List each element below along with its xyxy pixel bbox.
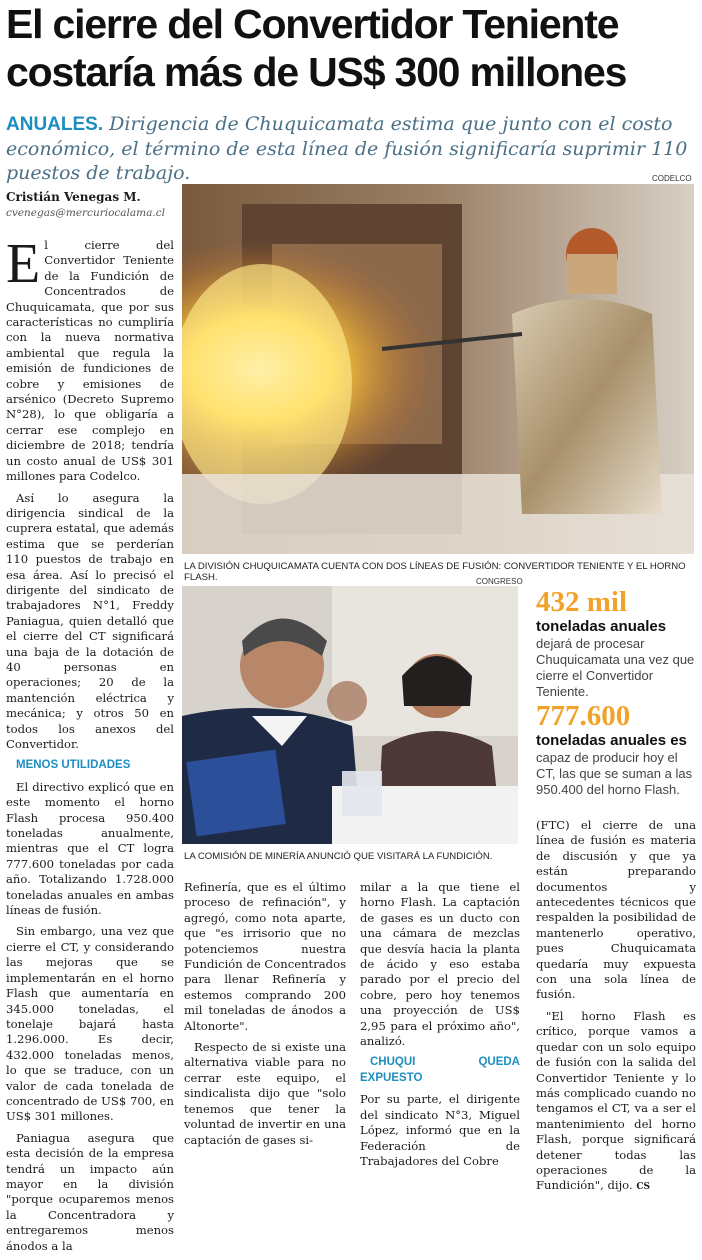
paragraph-text: "El horno Flash es crítico, porque vamos a quedar con un solo equipo de fusión con la salida del Convertidor Teniente y lo más complicado cuando no tengamos el CT, va a ser el mantenimiento del horno Flash, porque significará detener todas las operaciones de la Fundición", dijo.	[536, 1008, 696, 1193]
subhead	[6, 112, 696, 185]
headline: El cierre del Convertidor Teniente costaría más de US$ 300 millones	[6, 1, 627, 95]
subhead-kicker: ANUALES.	[6, 114, 104, 135]
stat-box	[536, 586, 696, 700]
paragraph	[536, 1009, 696, 1196]
photo-caption: LA DIVISIÓN CHUQUICAMATA CUENTA CON DOS LÍNEAS DE FUSIÓN: CONVERTIDOR TENIENTE Y EL HORNO FLASH.	[184, 561, 686, 583]
stat-label: toneladas anuales	[536, 618, 667, 635]
paragraph: Así lo asegura la dirigencia sindical de la cuprera estatal, que además estima que se perderían 110 puestos de trabajo en esa área. Así lo precisó el dirigente del sindicato de trabajadores N°1, Freddy Paniagua, quien detalló que el cierre del CT significará una baja de la dotación de 40 personas en operaciones; 20 de la mantención eléctrica y mecánica; y otros 50 en todos los anexos del Convertidor.	[6, 490, 174, 751]
stat-description: dejará de procesar Chuquicamata una vez que cierre el Convertidor Teniente.	[536, 636, 695, 699]
column-2	[184, 880, 346, 1154]
photo-credit: CONGRESO	[476, 577, 523, 586]
converter-photo-illustration	[182, 184, 694, 554]
column-3	[360, 880, 520, 1175]
stat-label: toneladas anuales es	[536, 732, 687, 749]
paragraph: Por su parte, el dirigente del sindicato N°3, Miguel López, informó que en la Federación de Trabajadores del Cobre	[360, 1092, 520, 1168]
photo-caption: LA COMISIÓN DE MINERÍA ANUNCIÓ QUE VISITARÁ LA FUNDICIÓN.	[184, 851, 493, 862]
column-1	[6, 233, 174, 1260]
section-heading: MENOS UTILIDADES	[16, 759, 131, 772]
paragraph	[6, 233, 174, 485]
stat-box	[536, 700, 696, 798]
stat-number: 777.600	[536, 700, 631, 732]
stat-number: 432 mil	[536, 586, 628, 618]
column-4	[536, 818, 696, 1202]
photo-converter-worker	[182, 184, 694, 554]
byline-author: Cristián Venegas M.	[6, 190, 141, 204]
stat-description: capaz de producir hoy el CT, las que se suman a las 950.400 del horno Flash.	[536, 750, 693, 797]
paragraph: (FTC) el cierre de una línea de fusión es materia de discusión y que ya están preparando documentos y antecedentes técnicos que respalden la posibilidad de mantenerlo operativo, pues Chuquicamata quedaría muy expuesta con una sola línea de fusión.	[536, 818, 696, 1002]
end-mark: CS	[636, 1182, 651, 1193]
paragraph: Paniagua asegura que esta decisión de la empresa tendrá un impacto aún mayor en la división "porque ocuparemos menos la Concentradora y entregaremos menos ánodos a la	[6, 1130, 174, 1253]
commission-photo-illustration	[182, 586, 518, 844]
paragraph: El directivo explicó que en este momento el horno Flash procesa 950.400 toneladas anualmente, mientras que el CT logra 777.600 toneladas por cada año. Totalizando 1.728.000 toneladas anuales en ambas líneas de fusión.	[6, 779, 174, 918]
section-heading: CHUQUI QUEDA EXPUESTO	[360, 1056, 520, 1084]
byline-email: cvenegas@mercuriocalama.cl	[6, 207, 165, 219]
paragraph: milar a la que tiene el horno Flash. La captación de gases es un ducto con una cámara de mezclas que desvía hacia la planta de ácido y eso estaba parado por el precio del cobre, pero hoy tenemos una proyección de US$ 2,95 para el próximo año", analizó.	[360, 880, 520, 1049]
paragraph: Respecto de si existe una alternativa viable para no cerrar este equipo, el sindicalista dijo que "solo tenemos que tener la voluntad de invertir en una captación de gases si-	[184, 1040, 346, 1147]
photo-credit: CODELCO	[652, 174, 692, 183]
subhead-text: Dirigencia de Chuquicamata estima que junto con el costo económico, el término de esta línea de fusión significaría suprimir 110 puestos de trabajo.	[6, 113, 688, 184]
paragraph-text: l cierre del Convertidor Teniente de la Fundición de Concentrados de Chuquicamata, que por sus características no cumpliría con la nueva normativa ambiental que regula la emisión de fundiciones de cobre y emisiones de arsénico (Decreto Supremo N°28), lo que obligaría a cerrar ese complejo en diciembre de 2018; tendría un costo anual de US$ 301 millones para Codelco.	[6, 238, 174, 484]
paragraph: Refinería, que es el último proceso de refinación", y agregó, como nota aparte, que "es irrisorio que no potenciemos nuestra Fundición de Concentrados para llenar Refinería y estemos comprando 200 mil toneladas de ánodos a Altonorte".	[184, 880, 347, 1033]
paragraph: Sin embargo, una vez que cierre el CT, y considerando las mejoras que se implementarán en el horno Flash que aumentaría en 345.000 toneladas, el tonelaje bajará hasta 1.296.000. Es decir, 432.000 toneladas menos, lo que se traduce, con un valor de cada tonelada de concentrado de US$ 700, en US$ 301 millones.	[6, 924, 174, 1124]
drop-cap: E	[6, 233, 41, 295]
photo-commission	[182, 586, 518, 844]
